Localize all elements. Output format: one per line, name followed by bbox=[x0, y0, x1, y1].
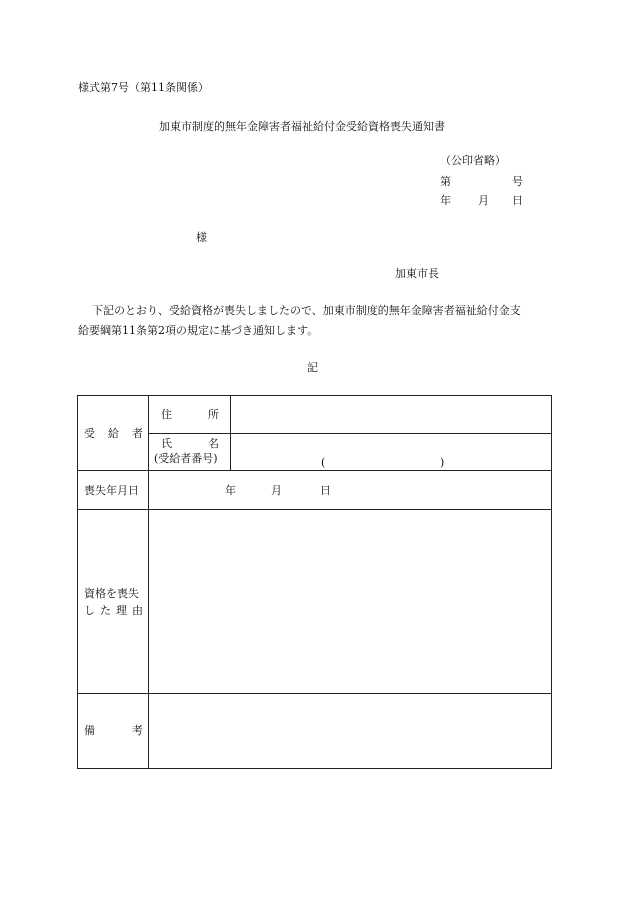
ki-heading: 記 bbox=[307, 361, 318, 374]
addressee-suffix: 様 bbox=[196, 231, 207, 244]
remarks-label: 備 考 bbox=[84, 724, 143, 737]
seal-omitted-note: （公印省略） bbox=[440, 154, 506, 167]
recipient-number-close-paren: ) bbox=[440, 456, 445, 469]
remarks-value[interactable] bbox=[149, 694, 551, 768]
document-number-prefix: 第 bbox=[440, 175, 451, 188]
sender-name: 加東市長 bbox=[395, 267, 439, 280]
notice-table bbox=[77, 395, 552, 769]
body-text-line2: 給要綱第11条第2項の規定に基づき通知します。 bbox=[78, 324, 319, 337]
loss-date-value[interactable] bbox=[149, 471, 551, 509]
loss-date-label: 喪失年月日 bbox=[84, 484, 139, 497]
issue-date-year: 年 bbox=[440, 194, 451, 207]
issue-date-day: 日 bbox=[512, 194, 523, 207]
document-title: 加東市制度的無年金障害者福祉給付金受給資格喪失通知書 bbox=[159, 120, 445, 133]
loss-date-month: 月 bbox=[271, 484, 282, 497]
name-label: 氏 名 bbox=[161, 437, 219, 450]
loss-date-year: 年 bbox=[225, 484, 236, 497]
loss-date-day: 日 bbox=[320, 484, 331, 497]
recipient-label: 受 給 者 bbox=[84, 427, 143, 440]
form-number: 様式第7号（第11条関係） bbox=[78, 81, 209, 94]
body-text-line1: 下記のとおり、受給資格が喪失しましたので、加東市制度的無年金障害者福祉給付金支 bbox=[92, 304, 521, 317]
address-label: 住 所 bbox=[161, 408, 219, 421]
reason-label-line2: し た 理 由 bbox=[84, 604, 143, 617]
issue-date-month: 月 bbox=[478, 194, 489, 207]
address-value[interactable] bbox=[231, 396, 551, 433]
recipient-number-open-paren: ( bbox=[321, 456, 326, 469]
reason-label-line1: 資格を喪失 bbox=[84, 587, 139, 600]
recipient-number-label: (受給者番号) bbox=[154, 452, 218, 465]
name-value[interactable] bbox=[231, 434, 551, 470]
reason-value[interactable] bbox=[149, 510, 551, 693]
document-number-suffix: 号 bbox=[512, 175, 523, 188]
